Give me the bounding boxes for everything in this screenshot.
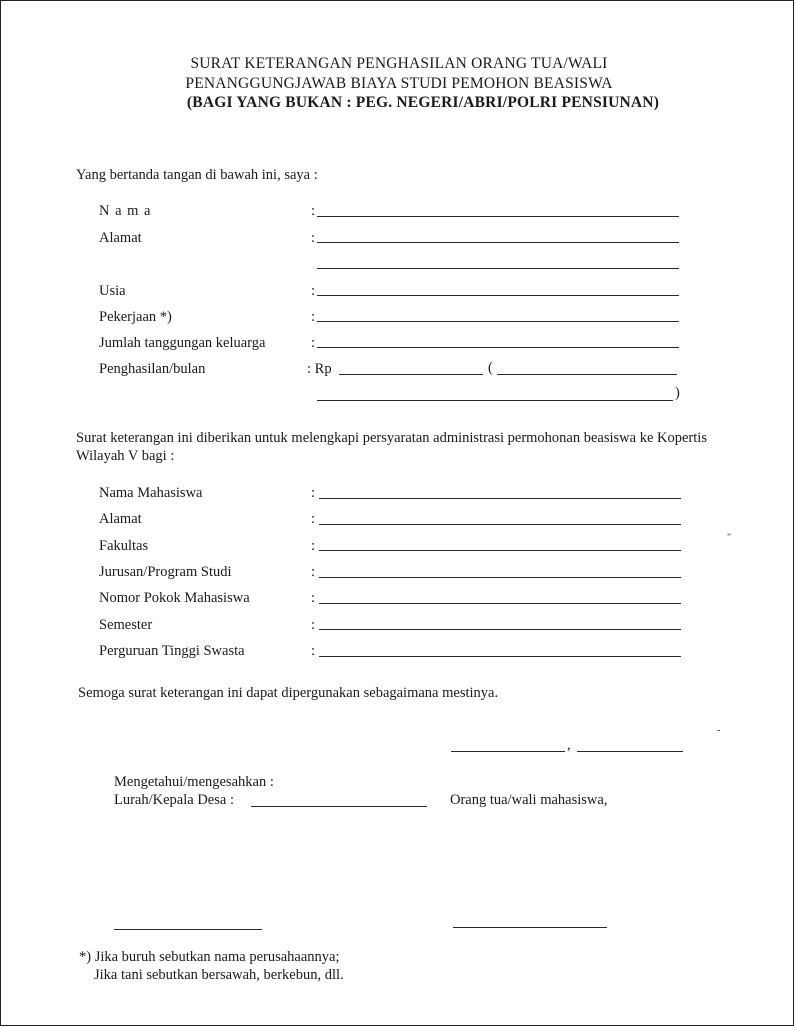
title-line-2: PENANGGUNGJAWAB BIAYA STUDI PEMOHON BEASISWA bbox=[185, 75, 613, 92]
purpose-line-1: Surat keterangan ini diberikan untuk melengkapi persyaratan administrasi permohonan beasiswa ke Kopertis bbox=[76, 430, 707, 446]
field-penghasilan-rp-line[interactable] bbox=[339, 374, 483, 375]
label-nama-mahasiswa: Nama Mahasiswa bbox=[99, 485, 203, 501]
field-alamat-mahasiswa-line[interactable] bbox=[319, 524, 681, 525]
title-line-3: (BAGI YANG BUKAN : PEG. NEGERI/ABRI/POLRI PENSIUNAN) bbox=[186, 94, 660, 111]
field-jurusan-line[interactable] bbox=[319, 577, 681, 578]
purpose-line-2: Wilayah V bagi : bbox=[76, 448, 175, 464]
field-usia-line[interactable] bbox=[317, 295, 679, 296]
closing-text: Semoga surat keterangan ini dapat dipergunakan sebagaimana mestinya. bbox=[78, 685, 499, 701]
field-npm-line[interactable] bbox=[319, 603, 681, 604]
colon: : bbox=[311, 309, 316, 325]
colon: : bbox=[311, 538, 316, 554]
field-nama-line[interactable] bbox=[317, 216, 679, 217]
title-line-1: SURAT KETERANGAN PENGHASILAN ORANG TUA/WALI bbox=[190, 55, 608, 72]
signature-lurah-line[interactable] bbox=[114, 929, 262, 930]
colon: : bbox=[311, 485, 316, 501]
field-alamat-line-2[interactable] bbox=[317, 268, 679, 269]
label-tanggungan: Jumlah tanggungan keluarga bbox=[99, 335, 266, 351]
colon: : bbox=[311, 283, 316, 299]
label-npm: Nomor Pokok Mahasiswa bbox=[99, 590, 250, 606]
label-penghasilan: Penghasilan/bulan bbox=[99, 361, 206, 377]
label-nama: N a m a bbox=[99, 203, 152, 219]
footnote-line-1: *) Jika buruh sebutkan nama perusahaannya; bbox=[79, 949, 340, 965]
field-pts-line[interactable] bbox=[319, 656, 681, 657]
label-jurusan: Jurusan/Program Studi bbox=[99, 564, 232, 580]
label-semester: Semester bbox=[99, 617, 153, 633]
field-place-line[interactable] bbox=[451, 751, 565, 752]
field-terbilang-line-2[interactable] bbox=[317, 400, 673, 401]
colon: : bbox=[311, 203, 316, 219]
field-alamat-line-1[interactable] bbox=[317, 242, 679, 243]
footnote-line-2: Jika tani sebutkan bersawah, berkebun, dll. bbox=[94, 967, 344, 983]
colon: : bbox=[311, 643, 316, 659]
acknowledge-label: Mengetahui/mengesahkan : bbox=[114, 774, 274, 790]
field-lurah-line[interactable] bbox=[251, 806, 427, 807]
colon: : bbox=[311, 564, 316, 580]
scan-speck: - bbox=[717, 725, 721, 736]
lurah-label: Lurah/Kepala Desa : bbox=[114, 792, 234, 808]
colon: : bbox=[311, 617, 316, 633]
parent-sign-label: Orang tua/wali mahasiswa, bbox=[450, 792, 608, 808]
colon: : bbox=[311, 335, 316, 351]
rp-prefix: : Rp bbox=[307, 361, 332, 377]
open-paren: ( bbox=[488, 360, 493, 376]
label-pekerjaan: Pekerjaan *) bbox=[99, 309, 172, 325]
colon: : bbox=[311, 511, 316, 527]
label-fakultas: Fakultas bbox=[99, 538, 149, 554]
field-fakultas-line[interactable] bbox=[319, 550, 681, 551]
label-usia: Usia bbox=[99, 283, 126, 299]
label-pts: Perguruan Tinggi Swasta bbox=[99, 643, 245, 659]
date-comma: , bbox=[567, 737, 571, 753]
colon: : bbox=[311, 230, 316, 246]
field-pekerjaan-line[interactable] bbox=[317, 321, 679, 322]
label-alamat: Alamat bbox=[99, 230, 142, 246]
field-tanggungan-line[interactable] bbox=[317, 347, 679, 348]
label-alamat-mahasiswa: Alamat bbox=[99, 511, 142, 527]
close-paren: ) bbox=[675, 385, 680, 401]
scan-speck: ” bbox=[727, 532, 731, 542]
colon: : bbox=[311, 590, 316, 606]
field-nama-mahasiswa-line[interactable] bbox=[319, 498, 681, 499]
field-semester-line[interactable] bbox=[319, 629, 681, 630]
intro-text: Yang bertanda tangan di bawah ini, saya : bbox=[76, 167, 318, 183]
signature-parent-line[interactable] bbox=[453, 927, 607, 928]
field-date-line[interactable] bbox=[577, 751, 683, 752]
field-terbilang-line-1[interactable] bbox=[497, 374, 677, 375]
